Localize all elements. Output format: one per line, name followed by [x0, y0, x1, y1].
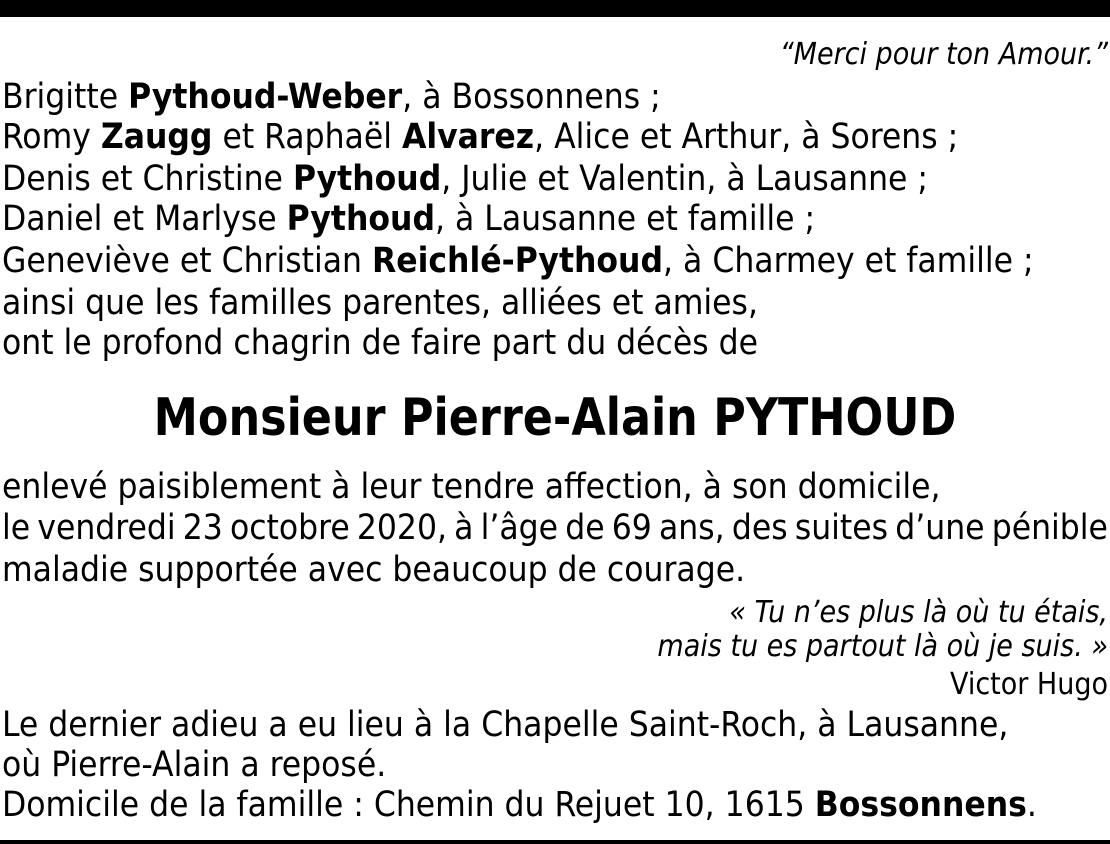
family-line-3-place: , Julie et Valentin, à Lausanne ;	[441, 159, 929, 199]
body-word: de	[565, 508, 605, 548]
family-line-2-text: Romy	[2, 117, 101, 157]
address-text: Domicile de la famille : Chemin du Rejuet 10, 1615	[2, 785, 815, 825]
deceased-name: Monsieur Pierre-Alain PYTHOUD	[153, 388, 957, 448]
family-line-3	[2, 159, 928, 199]
body-word: l’âge	[480, 508, 559, 548]
quote-author: Victor Hugo	[950, 667, 1108, 702]
family-line-5	[2, 241, 1034, 281]
body-line-3: maladie supportée avec beaucoup de courage.	[2, 550, 746, 590]
address-town: Bossonnens	[814, 785, 1027, 825]
family-line-1-surname: Pythoud-Weber	[128, 77, 403, 117]
body-word: à	[454, 508, 474, 548]
body-word: 2020,	[356, 508, 447, 548]
body-line-2	[2, 508, 1108, 548]
bottom-rule	[0, 840, 1110, 844]
family-line-1-place: , à Bossonnens ;	[402, 77, 661, 117]
family-line-4-text: Daniel et Marlyse	[2, 199, 287, 239]
family-line-5-text: Geneviève et Christian	[2, 241, 372, 281]
body-word: suites	[794, 508, 889, 548]
body-word: 69	[611, 508, 652, 548]
quote-line-2: mais tu es partout là où je suis. »	[657, 629, 1108, 664]
family-line-5-place: , à Charmey et famille ;	[663, 241, 1034, 281]
body-word: d’une	[895, 508, 985, 548]
family-line-4-surname: Pythoud	[286, 199, 435, 239]
family-line-2-place: , Alice et Arthur, à Sorens ;	[534, 117, 959, 157]
epigraph: “Merci pour ton Amour.”	[779, 37, 1108, 72]
top-rule	[0, 0, 1110, 17]
family-line-2-text-2: et Raphaël	[212, 117, 402, 157]
family-line-2-surname-1: Zaugg	[100, 117, 213, 157]
family-line-1-text: Brigitte	[2, 77, 129, 117]
family-line-3-text: Denis et Christine	[2, 159, 293, 199]
family-line-4	[2, 199, 815, 239]
relatives-line: ainsi que les familles parentes, alliées et amies,	[2, 283, 758, 323]
body-word: vendredi	[37, 508, 176, 548]
family-line-5-surname: Reichlé-Pythoud	[372, 241, 664, 281]
family-line-2	[2, 117, 958, 157]
quote-line-1: « Tu n’es plus là où tu étais,	[729, 595, 1108, 630]
address-line	[2, 785, 1037, 825]
address-period: .	[1026, 785, 1037, 825]
body-word: le	[2, 508, 31, 548]
body-word: pénible	[991, 508, 1108, 548]
body-word: 23	[182, 508, 223, 548]
family-line-1	[2, 77, 661, 117]
body-word: des	[731, 508, 788, 548]
family-line-2-surname-2: Alvarez	[401, 117, 535, 157]
body-line-1: enlevé paisiblement à leur tendre affection, à son domicile,	[2, 467, 941, 507]
body-word: octobre	[229, 508, 350, 548]
announcement-line: ont le profond chagrin de faire part du décès de	[2, 323, 759, 363]
ceremony-line-2: où Pierre-Alain a reposé.	[2, 745, 387, 785]
ceremony-line-1: Le dernier adieu a eu lieu à la Chapelle Saint-Roch, à Lausanne,	[2, 705, 1009, 745]
family-line-4-place: , à Lausanne et famille ;	[435, 199, 816, 239]
family-line-3-surname: Pythoud	[292, 159, 442, 199]
body-word: ans,	[659, 508, 725, 548]
